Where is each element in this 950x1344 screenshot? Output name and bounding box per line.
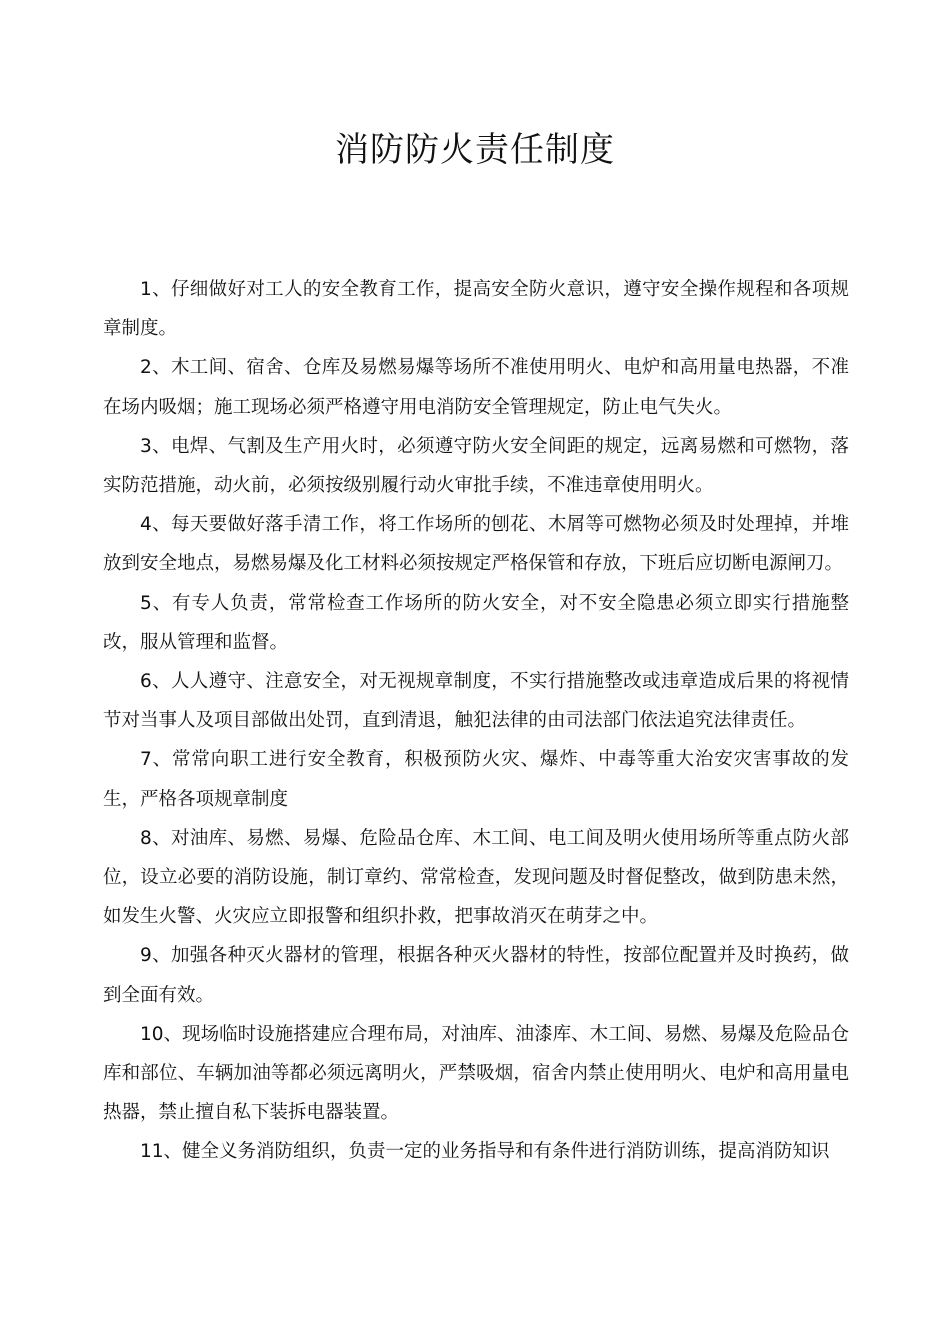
clause-8: 8、对油库、易燃、易爆、危险品仓库、木工间、电工间及明火使用场所等重点防火部位，设立必要的消防设施，制订章约、常常检查，发现问题及时督促整改，做到防患未然，如发生火警、火灾应立即报警和组织扑救，把事故消灭在萌芽之中。	[103, 827, 849, 928]
clause-5: 5、有专人负责，常常检查工作场所的防火安全，对不安全隐患必须立即实行措施整改，服从管理和监督。	[103, 592, 849, 653]
clause-9: 9、加强各种灭火器材的管理，根据各种灭火器材的特性，按部位配置并及时换药，做到全面有效。	[103, 945, 849, 1006]
clause-2: 2、木工间、宿舍、仓库及易燃易爆等场所不准使用明火、电炉和高用量电热器，不准在场内吸烟；施工现场必须严格遵守用电消防安全管理规定，防止电气失火。	[103, 357, 849, 418]
clause-11: 11、健全义务消防组织，负责一定的业务指导和有条件进行消防训练，提高消防知识	[140, 1141, 830, 1163]
clause-4: 4、每天要做好落手清工作，将工作场所的刨花、木屑等可燃物必须及时处理掉，并堆放到安全地点，易燃易爆及化工材料必须按规定严格保管和存放，下班后应切断电源闸刀。	[103, 514, 849, 575]
document-title: 消防防火责任制度	[335, 130, 615, 170]
clause-10: 10、现场临时设施搭建应合理布局，对油库、油漆库、木工间、易燃、易爆及危险品仓库和部位、车辆加油等都必须远离明火，严禁吸烟，宿舍内禁止使用明火、电炉和高用量电热器，禁止擅自私下装拆电器装置。	[103, 1023, 849, 1124]
clause-1: 1、仔细做好对工人的安全教育工作，提高安全防火意识，遵守安全操作规程和各项规章制度。	[103, 279, 849, 340]
clause-3: 3、电焊、气割及生产用火时，必须遵守防火安全间距的规定，远离易燃和可燃物，落实防范措施，动火前，必须按级别履行动火审批手续，不准违章使用明火。	[103, 435, 849, 497]
clause-list	[103, 270, 849, 1172]
clause-7: 7、常常向职工进行安全教育，积极预防火灾、爆炸、中毒等重大治安灾害事故的发生，严格各项规章制度	[103, 749, 849, 810]
clause-6: 6、人人遵守、注意安全，对无视规章制度，不实行措施整改或违章造成后果的将视情节对当事人及项目部做出处罚，直到清退，触犯法律的由司法部门依法追究法律责任。	[103, 671, 849, 732]
